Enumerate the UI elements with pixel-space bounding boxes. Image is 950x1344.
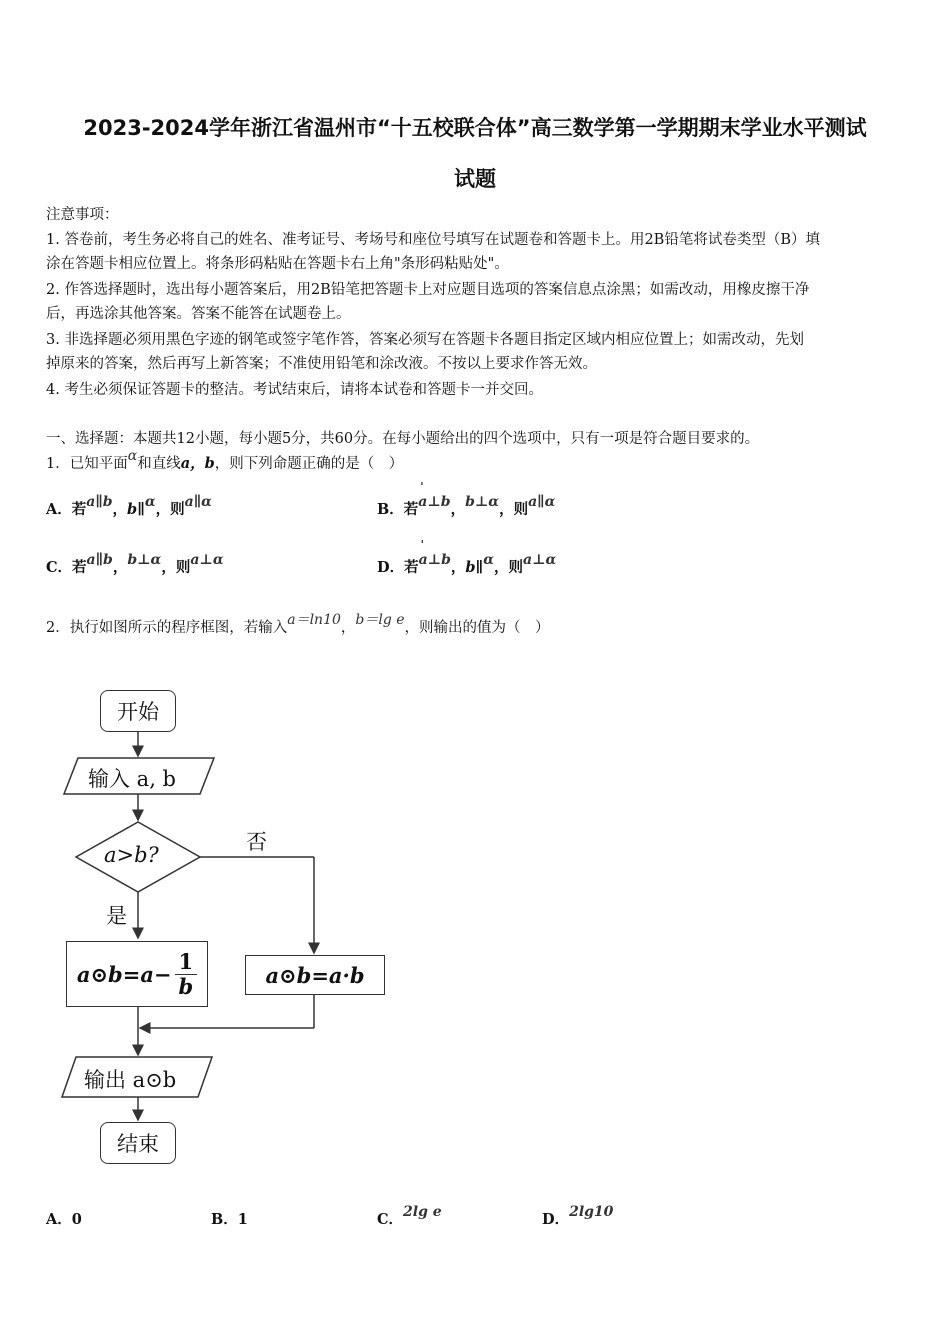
frac-numerator: 1	[175, 950, 198, 975]
q1-option-a[interactable]: A．若a∥b，b∥α，则a∥α	[46, 494, 212, 518]
flow-input-label: 输入 a, b	[88, 767, 176, 791]
notice-line: 1. 答卷前，考生务必将自己的姓名、准考证号、考场号和座位号填写在试题卷和答题卡上。用2B铅笔将试卷类型（B）填	[46, 232, 820, 248]
flow-decision-label: a>b?	[104, 843, 159, 867]
flow-start: 开始	[100, 690, 176, 732]
flow-left-box: a⊙b=a− $\frac{1}{b}$	[66, 941, 208, 1007]
q2-stem: 2．执行如图所示的程序框图，若输入a＝ln10，b＝lg e，则输出的值为（ ）	[46, 612, 550, 636]
q1-option-c[interactable]: C．若a∥b，b⊥α，则a⊥α	[46, 552, 224, 576]
q2-option-a[interactable]: A．0	[46, 1211, 82, 1228]
frac-denominator: b	[178, 973, 194, 999]
notice-line: 涂在答题卡相应位置上。将条形码粘贴在答题卡右上角"条形码粘贴处"。	[46, 256, 509, 272]
flow-yes-label: 是	[106, 904, 127, 928]
notice-line: 后，再选涂其他答案。答案不能答在试题卷上。	[46, 306, 351, 322]
notice-line: 2. 作答选择题时，选出每小题答案后，用2B铅笔把答题卡上对应题目选项的答案信息点涂黑；如需改动，用橡皮擦干净	[46, 282, 810, 298]
q1-option-d[interactable]: D．若' a⊥b，b∥α，则a⊥α	[377, 556, 556, 577]
flow-right-box: a⊙b=a·b	[245, 955, 385, 995]
notice-line: 3. 非选择题必须用黑色字迹的钢笔或签字笔作答，答案必须写在答题卡各题目指定区域内相应位置上；如需改动，先划	[46, 332, 804, 348]
title-line-1: 2023-2024学年浙江省温州市“十五校联合体”高三数学第一学期期末学业水平测试	[83, 116, 867, 140]
title-line-2: 试题	[454, 167, 496, 191]
q1-option-b[interactable]: B．若' a⊥b，b⊥α，则a∥α	[377, 498, 555, 519]
q1-stem: 1．已知平面α和直线a，b，则下列命题正确的是（ ）	[46, 448, 404, 472]
q2-option-c[interactable]: C．2lg e	[377, 1204, 442, 1228]
q2-option-d[interactable]: D．2lg10	[542, 1204, 614, 1228]
section-heading: 一、选择题：本题共12小题，每小题5分，共60分。在每小题给出的四个选项中，只有一项是符合题目要求的。	[46, 431, 760, 447]
flow-output-label: 输出 a⊙b	[84, 1068, 177, 1092]
notice-line: 掉原来的答案，然后再写上新答案；不准使用铅笔和涂改液。不按以上要求作答无效。	[46, 356, 597, 372]
q2-option-b[interactable]: B．1	[211, 1211, 248, 1228]
flow-no-label: 否	[246, 830, 267, 854]
flow-end: 结束	[100, 1122, 176, 1164]
notice-line: 4. 考生必须保证答题卡的整洁。考试结束后，请将本试卷和答题卡一并交回。	[46, 382, 543, 398]
notice-heading: 注意事项：	[46, 207, 119, 223]
